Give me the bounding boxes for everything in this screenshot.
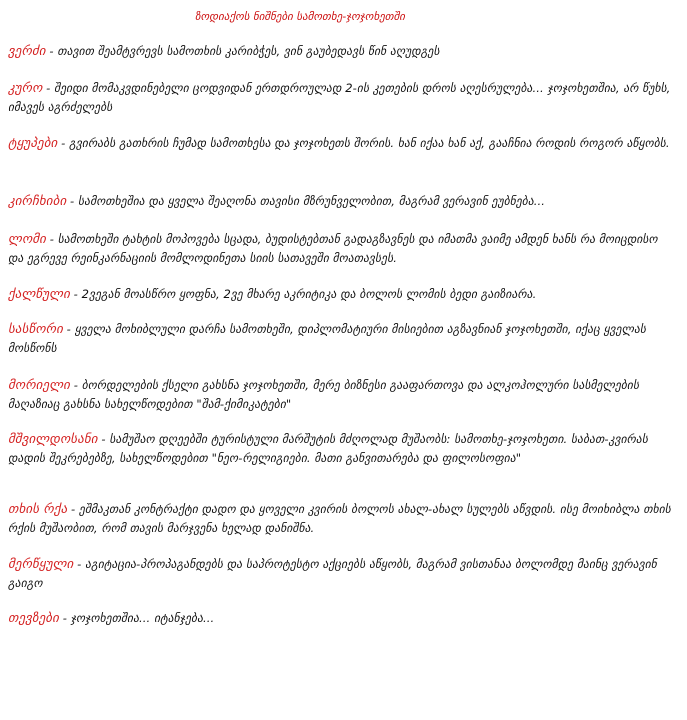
zodiac-sign-name: თევზები [8, 611, 59, 626]
zodiac-description: სამოთხეშია და ყველა შეაღონა თავისი მზრუნველობით, მაგრამ ვერავინ ეუბნება... [78, 194, 546, 208]
zodiac-entry: მერწყული - აგიტაცია-პროპაგანდებს და საპროტესტო აქციებს აწყობს, მაგრამ ვისთანაა ბოლომდე მაინც ვერავინ გაიგო [8, 557, 657, 590]
zodiac-sign-name: კურო [8, 81, 43, 96]
zodiac-description: თავით შეამტვრევს სამოთხის კარიბჭეს, ვინ გაუბედავს წინ აღუდგეს [57, 44, 440, 58]
zodiac-entry: ტყუპები - გვირაბს გათხრის ჩუმად სამოთხესა და ჯოჯოხეთს შორის. ხან იქაა ხან აქ, გააჩნია როდის როგორ აწყობს. [8, 136, 670, 151]
zodiac-sign-name: ტყუპები [8, 136, 58, 151]
zodiac-sign-name: მორიელი [8, 378, 70, 393]
zodiac-description: შეიდი მომაკვდინებელი ცოდვიდან ერთდროულად 2-ის კეთების დროს აღესრულება... ჯოჯოხეთშია, არ წუხს, იმავეს აგრძელებს [8, 81, 671, 114]
zodiac-entry: თევზები - ჯოჯოხეთშია... იტანჯება... [8, 611, 215, 626]
zodiac-description: ყველა მოხიბლული დარჩა სამოთხეში, დიპლომატიური მისიებით აგზავნიან ჯოჯოხეთში, იქაც ყველას მოსწონს [8, 322, 647, 355]
zodiac-description: გვირაბს გათხრის ჩუმად სამოთხესა და ჯოჯოხეთს შორის. ხან იქაა ხან აქ, გააჩნია როდის როგორ აწყობს. [69, 136, 670, 150]
zodiac-description: 2ვეგან მოასწრო ყოფნა, 2ვე მხარე აკრიტიკა და ბოლოს ლომის ბედი გაიზიარა. [81, 287, 537, 301]
zodiac-entry: ვერძი - თავით შეამტვრევს სამოთხის კარიბჭეს, ვინ გაუბედავს წინ აღუდგეს [8, 44, 440, 59]
zodiac-entry: კირჩხიბი - სამოთხეშია და ყველა შეაღონა თავისი მზრუნველობით, მაგრამ ვერავინ ეუბნება... [8, 194, 546, 209]
zodiac-description: ბორდელების ქსელი გახსნა ჯოჯოხეთში, მერე ბიზნესი გააფართოვა და ალკოჰოლური სასმელების მაღაზიაც გახსნა სახელწოდებით "შამ-ქიმიკატები" [8, 378, 640, 411]
zodiac-sign-name: ლომი [8, 232, 46, 247]
zodiac-description: ჯოჯოხეთშია... იტანჯება... [70, 611, 215, 625]
zodiac-description: სამუშაო დღეებში ტურისტული მარშუტის მძღოლად მუშაობს: სამოთხე-ჯოჯოხეთი. საბათ-კვირას დადის შეკრებებზე, სახელწოდებით "ნეო-რელიგიები. მათი განვითარება და ფილოსოფია" [8, 432, 648, 465]
zodiac-sign-name: ვერძი [8, 44, 46, 59]
zodiac-entry: ქალწული - 2ვეგან მოასწრო ყოფნა, 2ვე მხარე აკრიტიკა და ბოლოს ლომის ბედი გაიზიარა. [8, 287, 537, 302]
zodiac-description: აგიტაცია-პროპაგანდებს და საპროტესტო აქციებს აწყობს, მაგრამ ვისთანაა ბოლომდე მაინც ვერავინ გაიგო [8, 557, 657, 590]
zodiac-description: სამოთხეში ტახტის მოპოვება სცადა, ბუდისტებთან გადაგზავნეს და იმათმა ვაიმე ამდენ ხანს რა მოიცდისო და ეგრევე რეინკარნაციის მომლოდინეთა სიის სათავეში მოათავსეს. [8, 232, 658, 265]
zodiac-entry: სასწორი - ყველა მოხიბლული დარჩა სამოთხეში, დიპლომატიური მისიებით აგზავნიან ჯოჯოხეთში, იქაც ყველას მოსწონს [8, 322, 647, 355]
zodiac-sign-name: მშვილდოსანი [8, 432, 98, 447]
zodiac-sign-name: ქალწული [8, 287, 70, 302]
zodiac-sign-name: სასწორი [8, 322, 63, 337]
zodiac-entry: კურო - შეიდი მომაკვდინებელი ცოდვიდან ერთდროულად 2-ის კეთების დროს აღესრულება... ჯოჯოხეთშია, არ წუხს, იმავეს აგრძელებს [8, 81, 671, 114]
zodiac-entry: თხის რქა - ეშმაკთან კონტრაქტი დადო და ყოველი კვირის ბოლოს ახალ-ახალ სულებს აწვდის. ისე მოიხიბლა თხის რქის მუშაობით, რომ თავის მარჯვენა ხელად დანიშნა. [8, 502, 671, 535]
zodiac-sign-name: თხის რქა [8, 502, 68, 517]
zodiac-entry: მორიელი - ბორდელების ქსელი გახსნა ჯოჯოხეთში, მერე ბიზნესი გააფართოვა და ალკოჰოლური სასმელების მაღაზიაც გახსნა სახელწოდებით "შამ-ქიმიკატები" [8, 378, 640, 411]
zodiac-description: ეშმაკთან კონტრაქტი დადო და ყოველი კვირის ბოლოს ახალ-ახალ სულებს აწვდის. ისე მოიხიბლა თხის რქის მუშაობით, რომ თავის მარჯვენა ხელად დანიშნა. [8, 502, 671, 535]
zodiac-sign-name: კირჩხიბი [8, 194, 67, 209]
document-title: ზოდიაქოს ნიშნები სამოთხე-ჯოჯოხეთში [195, 10, 405, 23]
zodiac-sign-name: მერწყული [8, 557, 74, 572]
zodiac-entry: ლომი - სამოთხეში ტახტის მოპოვება სცადა, ბუდისტებთან გადაგზავნეს და იმათმა ვაიმე ამდენ ხანს რა მოიცდისო და ეგრევე რეინკარნაციის მომლოდინეთა სიის სათავეში მოათავსეს. [8, 232, 658, 265]
zodiac-entry: მშვილდოსანი - სამუშაო დღეებში ტურისტული მარშუტის მძღოლად მუშაობს: სამოთხე-ჯოჯოხეთი. საბათ-კვირას დადის შეკრებებზე, სახელწოდებით "ნეო-რელიგიები. მათი განვითარება და ფილოსოფია" [8, 432, 648, 465]
